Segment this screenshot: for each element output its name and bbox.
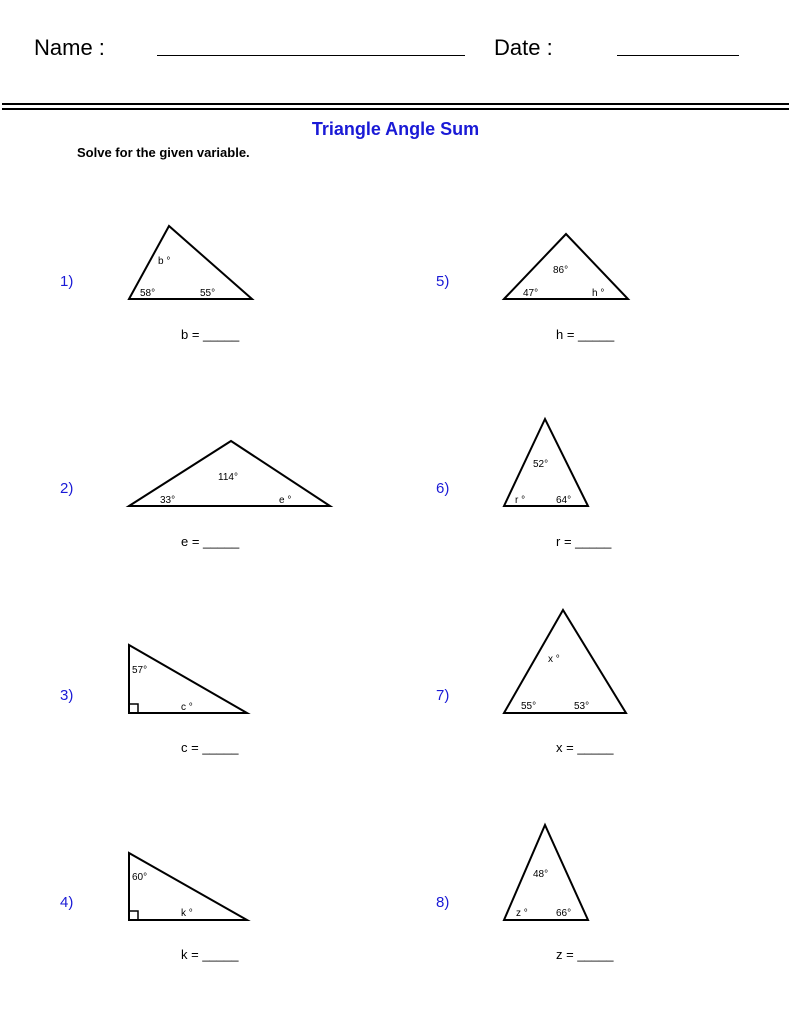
- angle-label: b °: [158, 256, 171, 267]
- angle-label: r °: [515, 495, 526, 506]
- worksheet-title: Triangle Angle Sum: [311, 119, 480, 139]
- angle-label: 53°: [574, 701, 590, 712]
- problem-number-7: 7): [436, 687, 450, 704]
- answer-blank-4[interactable]: k = _____: [181, 947, 239, 962]
- answer-blank-2[interactable]: e = _____: [181, 534, 240, 549]
- problem-number-3: 3): [60, 687, 74, 704]
- answer-blank-6[interactable]: r = _____: [556, 534, 612, 549]
- angle-label: c °: [181, 702, 193, 713]
- right-angle-mark-3: [129, 704, 138, 713]
- problem-number-4: 4): [60, 894, 74, 911]
- angle-label: 60°: [132, 872, 148, 883]
- name-label: Name :: [34, 35, 105, 60]
- problem-number-6: 6): [436, 480, 450, 497]
- angle-label: z °: [516, 908, 528, 919]
- angle-label: 57°: [132, 665, 148, 676]
- angle-label: 66°: [556, 908, 572, 919]
- angle-label: 114°: [218, 472, 238, 483]
- right-angle-mark-4: [129, 911, 138, 920]
- answer-blank-3[interactable]: c = _____: [181, 740, 239, 755]
- angle-label: e °: [279, 495, 292, 506]
- answer-blank-7[interactable]: x = _____: [556, 740, 614, 755]
- problem-number-1: 1): [60, 273, 74, 290]
- problem-number-2: 2): [60, 480, 74, 497]
- instructions: Solve for the given variable.: [77, 145, 250, 160]
- problem-number-8: 8): [436, 894, 450, 911]
- angle-label: 58°: [140, 288, 156, 299]
- angle-label: h °: [592, 288, 605, 299]
- angle-label: 55°: [521, 701, 537, 712]
- triangle-7: [504, 610, 626, 713]
- angle-label: 48°: [533, 869, 549, 880]
- angle-label: 86°: [553, 265, 569, 276]
- answer-blank-8[interactable]: z = _____: [556, 947, 614, 962]
- angle-label: 33°: [160, 495, 176, 506]
- date-label: Date :: [494, 35, 553, 60]
- angle-label: 47°: [523, 288, 539, 299]
- answer-blank-5[interactable]: h = _____: [556, 327, 615, 342]
- problem-number-5: 5): [436, 273, 450, 290]
- answer-blank-1[interactable]: b = _____: [181, 327, 240, 342]
- angle-label: 52°: [533, 459, 549, 470]
- angle-label: k °: [181, 908, 193, 919]
- angle-label: x °: [548, 654, 560, 665]
- angle-label: 55°: [200, 288, 216, 299]
- angle-label: 64°: [556, 495, 572, 506]
